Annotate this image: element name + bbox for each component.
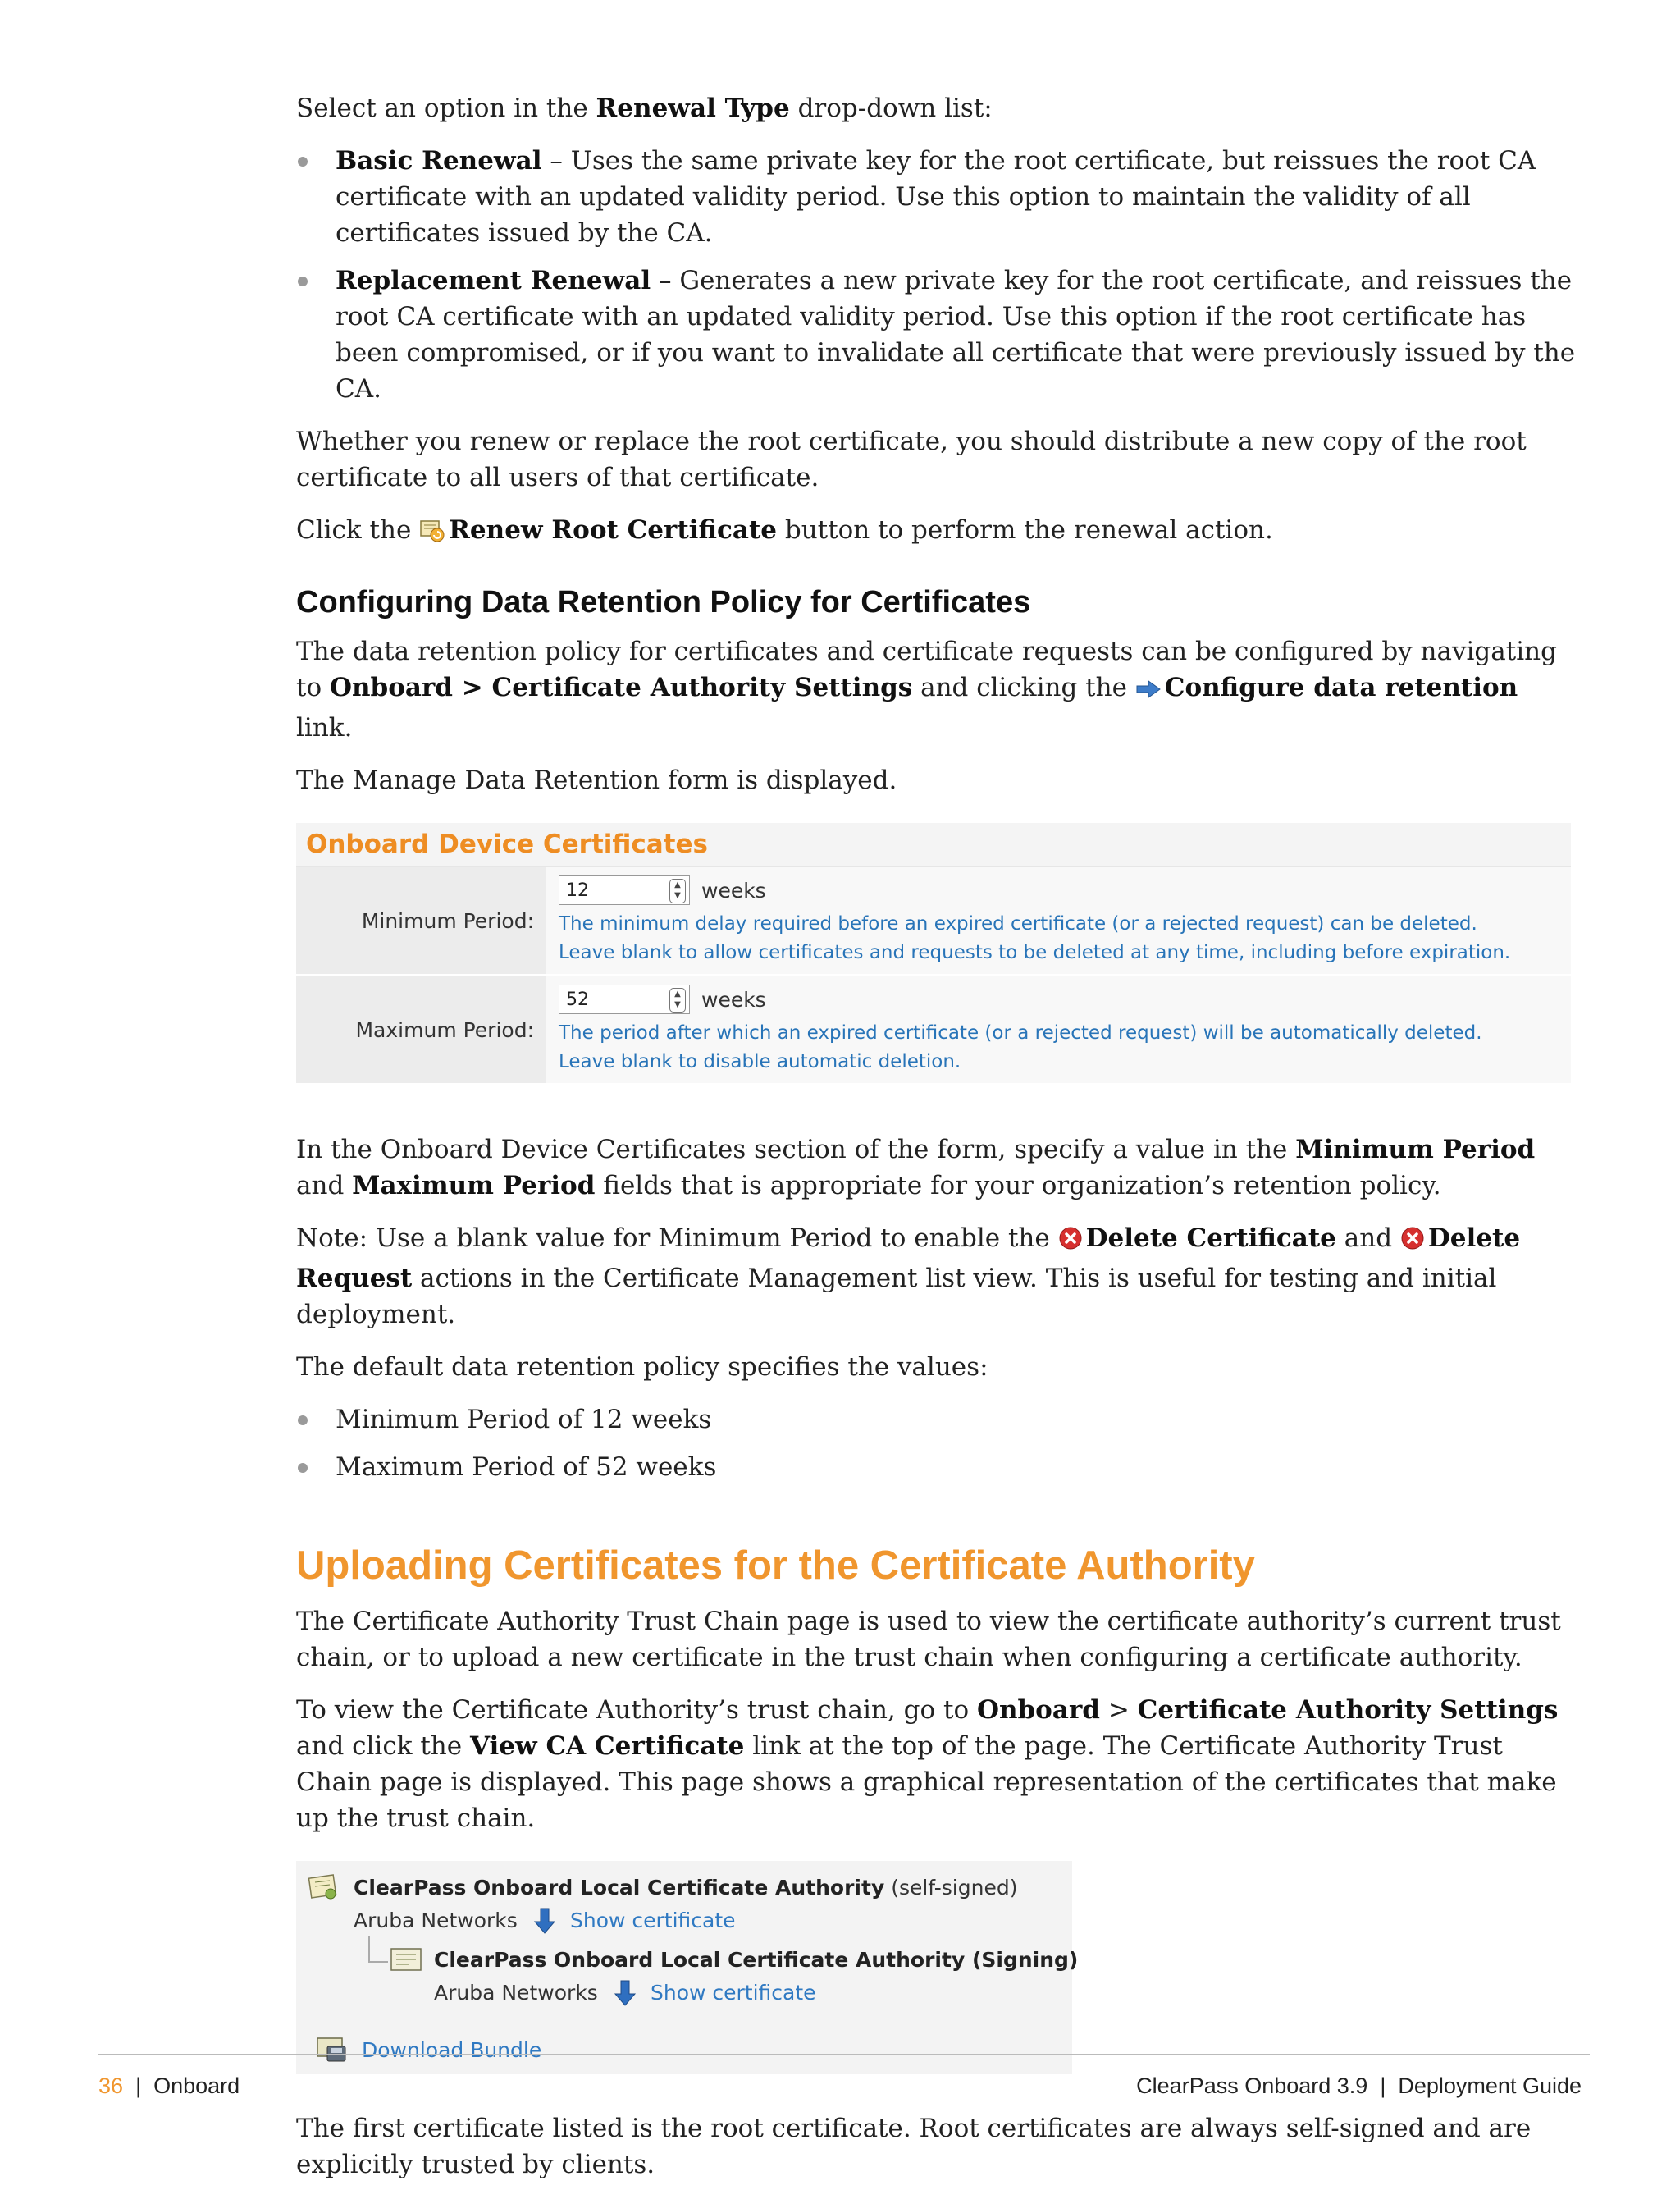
delete-icon: [1058, 1224, 1083, 1260]
footer-left: [98, 2073, 240, 2099]
first-certificate-paragraph: The first certificate listed is the root certificate. Root certificates are always self-signed and are explicitly trusted by clients.: [296, 2114, 1532, 2179]
download-bundle-icon: [316, 2033, 349, 2068]
minimum-period-hint-blank: Leave blank to allow certificates and requests to be deleted at any time, including before expiration.: [559, 942, 1511, 963]
maximum-period-hint-blank: Leave blank to disable automatic deletion.: [559, 1051, 961, 1072]
arrow-right-icon: [1135, 674, 1162, 710]
form-title: Onboard Device Certificates: [296, 823, 1571, 867]
show-root-certificate-link[interactable]: Show certificate: [570, 1909, 736, 1932]
data-retention-form: [296, 823, 1571, 1086]
footer-section: Onboard: [153, 2073, 240, 2098]
minimum-period-label: Minimum Period:: [296, 867, 546, 974]
defaults-list: [296, 1401, 1576, 1485]
root-certificate-title: ClearPass Onboard Local Certificate Authority (self-signed): [354, 1876, 1018, 1900]
footer-divider: [98, 2054, 1590, 2055]
signing-certificate-icon: [390, 1946, 424, 1977]
trust-chain-panel: [296, 1861, 1079, 2074]
defaults-intro: The default data retention policy specifies the values:: [296, 1352, 988, 1382]
section-heading: Configuring Data Retention Policy for Certificates: [296, 585, 1031, 619]
spinner-arrows-icon[interactable]: ▲ ▼: [669, 879, 686, 903]
show-signing-certificate-link[interactable]: Show certificate: [651, 1981, 816, 2005]
upload-heading: Uploading Certificates for the Certificate Authority: [296, 1543, 1255, 1588]
maximum-period-label: Maximum Period:: [296, 976, 546, 1083]
download-bundle-link[interactable]: Download Bundle: [362, 2038, 542, 2062]
list-item: Basic Renewal – Uses the same private key for the root certificate, but reissues the root CA certificate with an updated validity period. Use this option to maintain the validity of all certificates issued by the CA.: [296, 143, 1576, 251]
click-renew-paragraph: Click the Renew Root Certificate button to perform the renewal action.: [296, 512, 1576, 552]
list-item: Replacement Renewal – Generates a new private key for the root certificate, and reissues the root CA certificate with an updated validity period. Use this option if the root certificate has been compromised, or if you want to invalidate all certificate that were previously issued by the CA.: [296, 263, 1576, 407]
footer-right: [1136, 2073, 1582, 2099]
minimum-period-hint: The minimum delay required before an expired certificate (or a rejected request) can be deleted.: [559, 913, 1477, 935]
trust-chain-paragraph: The Certificate Authority Trust Chain page is used to view the certificate authority’s current trust chain, or to upload a new certificate in the trust chain when configuring a certificate authority.: [296, 1607, 1561, 1672]
renew-certificate-icon: [419, 516, 445, 552]
maximum-period-body: [546, 976, 1571, 1083]
minimum-period-body: [546, 867, 1571, 974]
tree-connector: [368, 1936, 388, 1963]
spinner-arrows-icon[interactable]: ▲ ▼: [669, 988, 686, 1013]
signing-org: Aruba Networks: [434, 1981, 598, 2005]
distribute-paragraph: Whether you renew or replace the root certificate, you should distribute a new copy of the root certificate to all users of that certificate.: [296, 427, 1527, 492]
maximum-period-hint: The period after which an expired certificate (or a rejected request) will be automatically deleted.: [559, 1022, 1482, 1044]
delete-icon: [1400, 1224, 1425, 1260]
list-item: Minimum Period of 12 weeks: [296, 1401, 1576, 1438]
page-number: 36: [98, 2073, 124, 2098]
specify-paragraph: In the Onboard Device Certificates section of the form, specify a value in the Minimum Period and Maximum Period fields that is appropriate for your organization’s retention policy.: [296, 1135, 1536, 1200]
footer-product: ClearPass Onboard 3.9: [1136, 2073, 1368, 2098]
root-certificate-icon: [308, 1872, 340, 1907]
minimum-period-value: 12: [566, 880, 589, 901]
minimum-period-unit: weeks: [701, 878, 766, 903]
download-arrow-icon: [532, 1907, 557, 1940]
download-arrow-icon: [613, 1979, 637, 2012]
footer-doc: Deployment Guide: [1398, 2073, 1582, 2098]
view-ca-paragraph: To view the Certificate Authority’s trust chain, go to Onboard > Certificate Authority Settings and click the View CA Certificate link at the top of the page. The Certificate Authority Trust Chain page is displayed. This page shows a graphical representation of the certificates that make up the trust chain.: [296, 1695, 1559, 1833]
list-item: Maximum Period of 52 weeks: [296, 1449, 1576, 1485]
minimum-period-row: [296, 867, 1571, 976]
renewal-options-list: [296, 143, 1576, 407]
maximum-period-value: 52: [566, 989, 589, 1010]
retention-paragraph: The data retention policy for certificates and certificate requests can be configured by navigating to Onboard > Certificate Authority Settings and clicking the Configure data retention link.: [296, 637, 1557, 743]
footer-separator: |: [135, 2073, 142, 2098]
maximum-period-input[interactable]: [559, 985, 690, 1014]
note-paragraph: Note: Use a blank value for Minimum Period to enable the Delete Certificate and Delete Request actions in the Certificate Management list view. This is useful for testing and initial deployment.: [296, 1223, 1521, 1329]
minimum-period-input[interactable]: [559, 875, 690, 905]
root-org: Aruba Networks: [354, 1909, 518, 1932]
maximum-period-unit: weeks: [701, 987, 766, 1012]
page-content: [296, 90, 1576, 2199]
footer-separator: |: [1380, 2073, 1386, 2098]
renewal-intro: Select an option in the Renewal Type drop-down list:: [296, 94, 993, 123]
form-displayed-paragraph: The Manage Data Retention form is displayed.: [296, 766, 897, 795]
signing-certificate-title: ClearPass Onboard Local Certificate Authority (Signing): [434, 1948, 1079, 1972]
maximum-period-row: [296, 976, 1571, 1086]
